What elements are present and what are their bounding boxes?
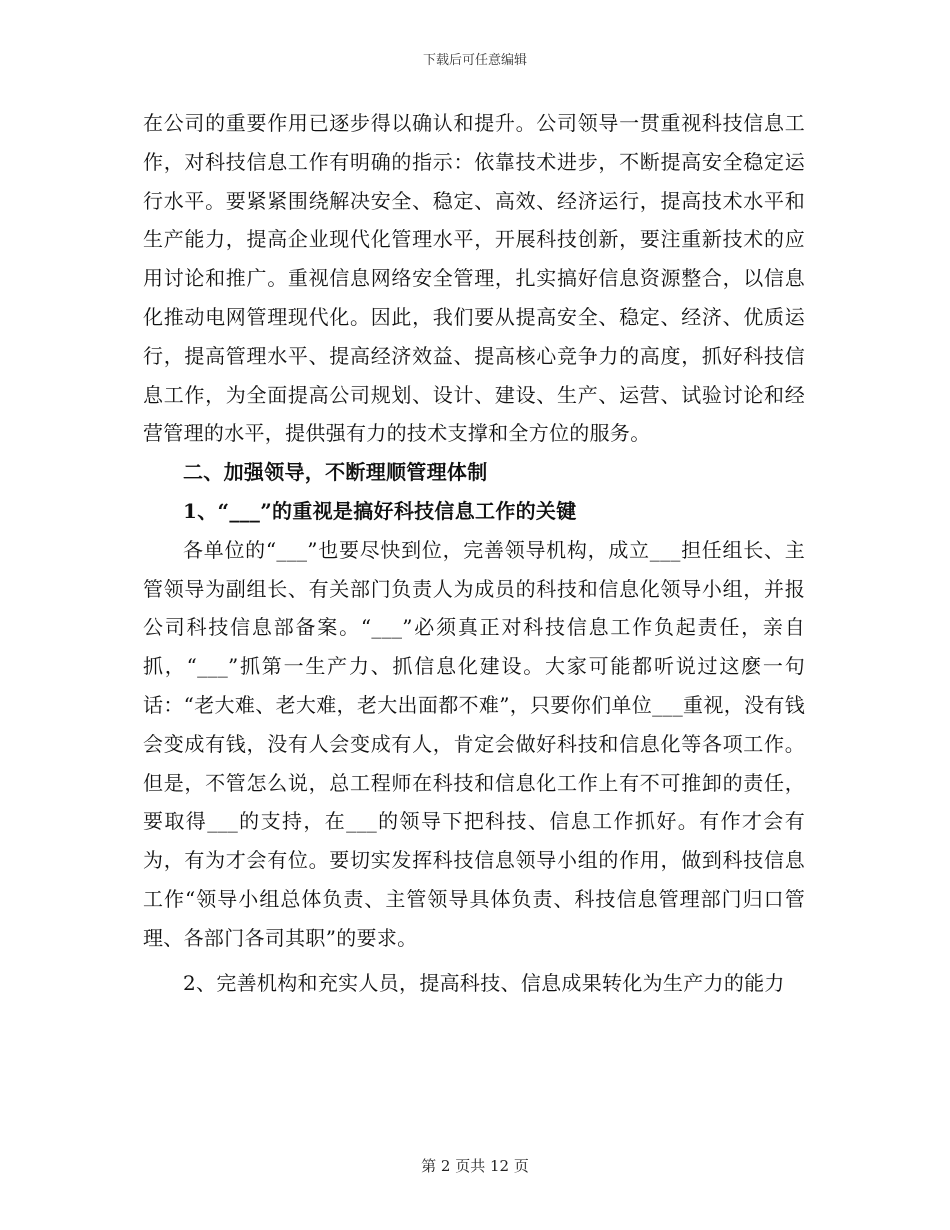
- body-paragraph-1: 在公司的重要作用已逐步得以确认和提升。公司领导一贯重视科技信息工作，对科技信息工作有明确的指示：依靠技术进步，不断提高安全稳定运行水平。要紧紧围绕解决安全、稳定、高效、经济运行，提高技术水平和生产能力，提高企业现代化管理水平，开展科技创新，要注重新技术的应用讨论和推广。重视信息网络安全管理，扎实搞好信息资源整合，以信息化推动电网管理现代化。因此，我们要从提高安全、稳定、经济、优质运行，提高管理水平、提高经济效益、提高核心竞争力的高度，抓好科技信息工作，为全面提高公司规划、设计、建设、生产、运营、试验讨论和经营管理的水平，提供强有力的技术支撑和全方位的服务。: [143, 111, 805, 446]
- page-number-footer: 第 2 页共 12 页: [421, 1157, 529, 1175]
- page-header-note: 下载后可任意编辑: [422, 53, 527, 68]
- document-body: [143, 104, 805, 1002]
- subsection-heading-1: 1、“___”的重视是搞好科技信息工作的关键: [183, 498, 577, 523]
- body-paragraph-3: 2、完善机构和充实人员，提高科技、信息成果转化为生产力的能力: [183, 970, 785, 995]
- section-heading-2: 二、加强领导，不断理顺管理体制: [183, 460, 488, 485]
- body-paragraph-2: 各单位的“___”也要尽快到位，完善领导机构，成立___担任组长、主管领导为副组长、有关部门负责人为成员的科技和信息化领导小组，并报公司科技信息部备案。“___”必须真正对科技信息工作负起责任，亲自抓，“___”抓第一生产力、抓信息化建设。大家可能都听说过这麽一句话：“老大难、老大难，老大出面都不难”，只要你们单位___重视，没有钱会变成有钱，没有人会变成有人，肯定会做好科技和信息化等各项工作。但是，不管怎么说，总工程师在科技和信息化工作上有不可推卸的责任，要取得___的支持，在___的领导下把科技、信息工作抓好。有作才会有为，有为才会有位。要切实发挥科技信息领导小组的作用，做到科技信息工作“领导小组总体负责、主管领导具体负责、科技信息管理部门归口管理、各部门各司其职”的要求。: [143, 537, 805, 950]
